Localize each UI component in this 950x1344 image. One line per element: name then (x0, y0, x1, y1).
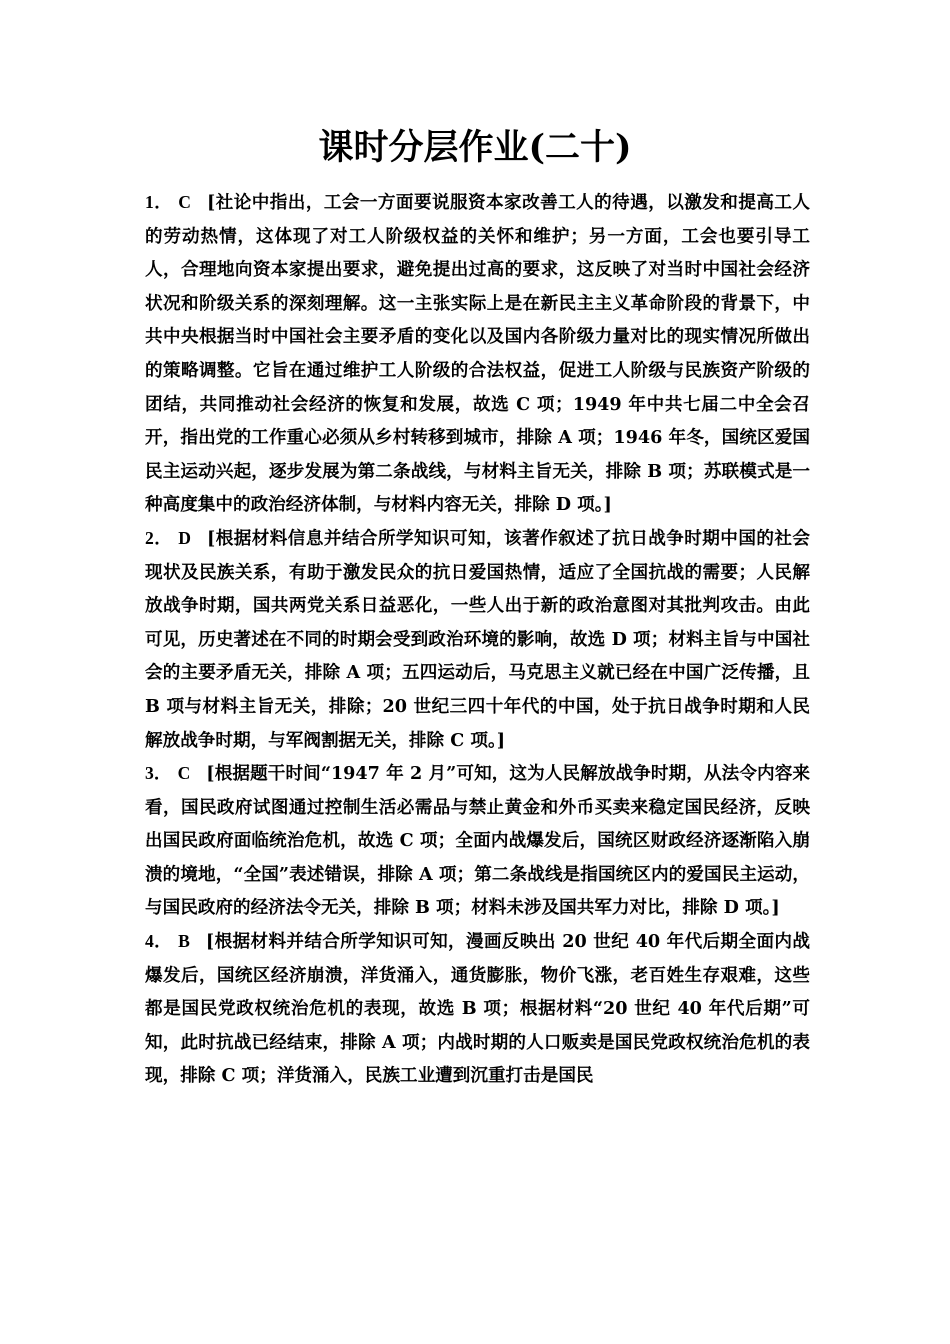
answer-number: 1． (145, 192, 173, 212)
answer-list (145, 186, 810, 1093)
answer-number: 4． (145, 931, 173, 952)
answer-explanation: [根据材料并结合所学知识可知，漫画反映出 20 世纪 40 年代后期全面内战爆发后，国统区经济崩溃，洋货涌入，通货膨胀，物价飞涨，老百姓生存艰难，这些都是国民党政权统治危机的表现，故选 B 项；根据材料“20 世纪 40 年代后期”可知，此时抗战已经结束，排除 A 项；内战时期的人口贩卖是国民党政权统治危机的表现，排除 C 项；洋货涌入，民族工业遭到沉重打击是国民 (145, 931, 810, 1087)
answer-choice: D (178, 527, 191, 548)
answer-item (145, 757, 810, 925)
answer-item (145, 522, 810, 757)
answer-explanation: [根据题干时间“1947 年 2 月”可知，这为人民解放战争时期，从法令内容来看，国民政府试图通过控制生活必需品与禁止黄金和外币买卖来稳定国民经济，反映出国民政府面临统治危机，故选 C 项；全面内战爆发后，国统区财政经济逐渐陷入崩溃的境地，“全国”表述错误，排除 A 项；第二条战线是指国统区内的爱国民主运动，与国民政府的经济法令无关，排除 B 项；材料未涉及国共军力对比，排除 D 项。] (145, 763, 810, 919)
answer-explanation: [根据材料信息并结合所学知识可知，该著作叙述了抗日战争时期中国的社会现状及民族关系，有助于激发民众的抗日爱国热情，适应了全国抗战的需要；人民解放战争时期，国共两党关系日益恶化，一些人出于新的政治意图对其批判攻击。由此可见，历史著述在不同的时期会受到政治环境的影响，故选 D 项；材料主旨与中国社会的主要矛盾无关，排除 A 项；五四运动后，马克思主义就已经在中国广泛传播，且 B 项与材料主旨无关，排除；20 世纪三四十年代的中国，处于抗日战争时期和人民解放战争时期，与军阀割据无关，排除 C 项。] (145, 527, 810, 751)
answer-choice: C (178, 192, 191, 212)
answer-number: 2． (145, 527, 173, 548)
answer-choice: B (178, 931, 190, 952)
answer-number: 3． (145, 763, 172, 784)
answer-item (145, 925, 810, 1093)
answer-choice: C (177, 763, 191, 784)
page-title: 课时分层作业(二十) (318, 127, 632, 168)
answer-explanation: [社论中指出，工会一方面要说服资本家改善工人的待遇，以激发和提高工人的劳动热情，这体现了对工人阶级权益的关怀和维护；另一方面，工会也要引导工人，合理地向资本家提出要求，避免提出过高的要求，这反映了对当时中国社会经济状况和阶级关系的深刻理解。这一主张实际上是在新民主主义革命阶段的背景下，中共中央根据当时中国社会主要矛盾的变化以及国内各阶级力量对比的现实情况所做出的策略调整。它旨在通过维护工人阶级的合法权益，促进工人阶级与民族资产阶级的团结，共同推动社会经济的恢复和发展，故选 C 项；1949 年中共七届二中全会召开，指出党的工作重心必须从乡村转移到城市，排除 A 项；1946 年冬，国统区爱国民主运动兴起，逐步发展为第二条战线，与材料主旨无关，排除 B 项；苏联模式是一种高度集中的政治经济体制，与材料内容无关，排除 D 项。] (145, 192, 810, 516)
answer-item (145, 186, 810, 522)
